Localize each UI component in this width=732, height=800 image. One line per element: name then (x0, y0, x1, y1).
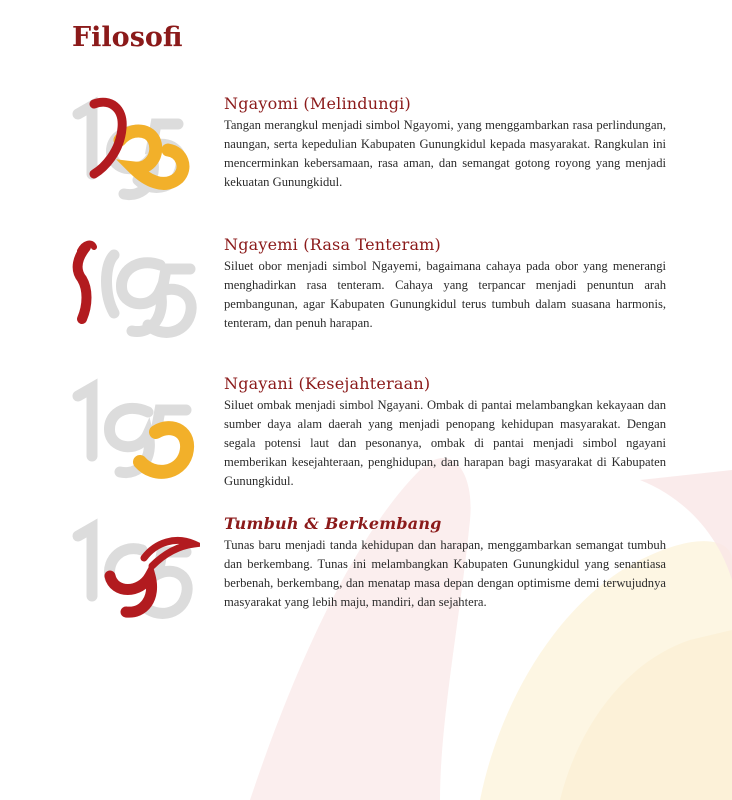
item-title: Ngayomi (Melindungi) (224, 94, 411, 113)
page-title: Filosofi (72, 22, 183, 53)
item-description: Tunas baru menjadi tanda kehidupan dan harapan, menggambarkan semangat tumbuh dan berkembang. Tunas ini melambangkan Kabupaten Gunungkidul yang senantiasa berbenah, berkembang, dan menatap masa depan dengan optimisme demi terwujudnya masyarakat yang lebih maju, mandiri, dan sejahtera. (224, 538, 666, 609)
item-title: Ngayani (Kesejahteraan) (224, 374, 431, 393)
logo-95-sprout-icon (60, 514, 200, 624)
logo-95-embrace-icon (60, 94, 200, 204)
item-title: Tumbuh & Berkembang (224, 514, 442, 533)
logo-95-torch-icon (60, 235, 200, 345)
item-description: Siluet obor menjadi simbol Ngayemi, bagaimana cahaya pada obor yang menerangi menghadirkan rasa tenteram. Cahaya yang terpancar menjadi penuntun arah pembangunan, agar Kabupaten Gunungkidul terus tumbuh dalam suasana harmonis, tenteram, dan penuh harapan. (224, 259, 666, 330)
item-description: Siluet ombak menjadi simbol Ngayani. Ombak di pantai melambangkan kekayaan dan sumber daya alam daerah yang menjadi penopang kehidupan masyarakat. Dengan segala potensi laut dan pesonanya, ombak di pantai menjadi simbol ngayani memberikan kesejahteraan, penghidupan, dan harapan bagi masyarakat di Kabupaten Gunungkidul. (224, 398, 666, 488)
logo-95-wave-icon (60, 374, 200, 484)
item-description: Tangan merangkul menjadi simbol Ngayomi, yang menggambarkan rasa perlindungan, naungan, serta kepedulian Kabupaten Gunungkidul kepada masyarakat. Rangkulan ini mencerminkan kebersamaan, rasa aman, dan semangat gotong royong yang menjadi kekuatan Gunungkidul. (224, 118, 666, 189)
item-title: Ngayemi (Rasa Tenteram) (224, 235, 441, 254)
